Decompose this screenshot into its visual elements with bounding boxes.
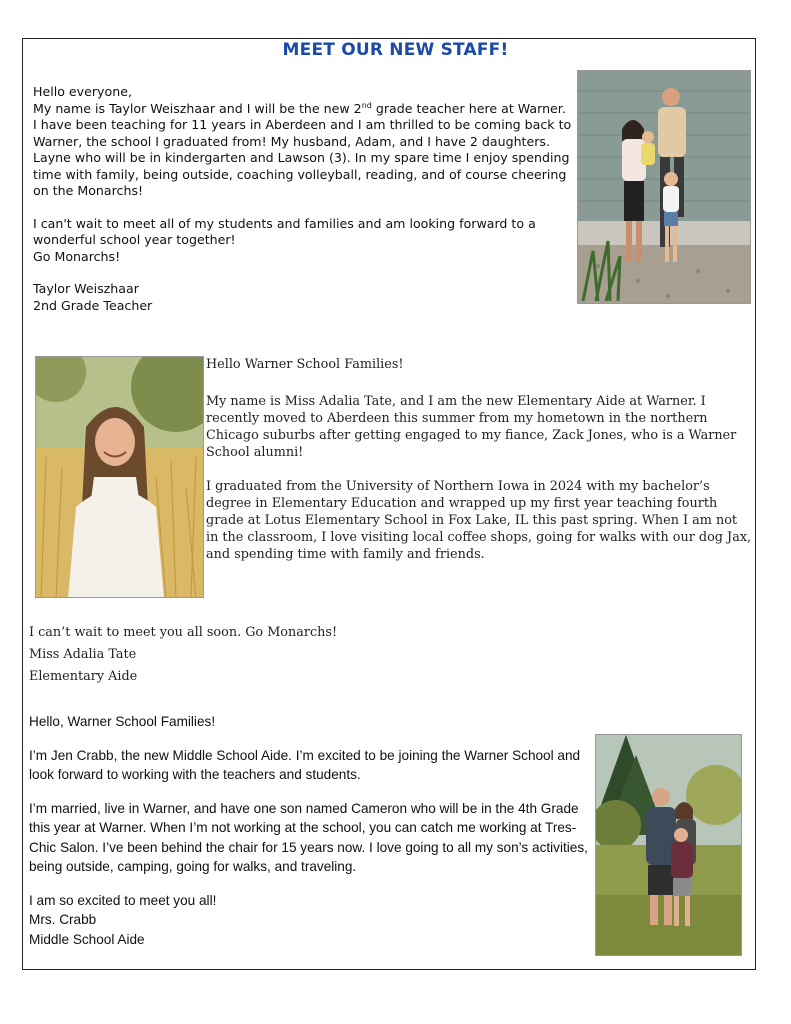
aide-greeting: Hello Warner School Families! (206, 357, 404, 372)
aide-intro-section (206, 356, 752, 563)
intro-paragraph-2: I can't wait to meet all of my students and families and am looking forward to a wonderful school year together! (33, 215, 536, 247)
aide-paragraph-2: I graduated from the University of Northern Iowa in 2024 with my bachelor’s degree in Elementary Education and wrapped up my first year teaching fourth grade at Lotus Elementary School in Fox Lake, IL this past spring. When I am not in the classroom, I love visiting local coffee shops, going for walks with our dog Jax, and spending time with family and friends. (206, 479, 752, 562)
aide-signature-name: Miss Adalia Tate (29, 647, 137, 662)
ms-aide-signature-name: Mrs. Crabb (29, 912, 97, 927)
middle-school-aide-section (29, 712, 589, 949)
aide-paragraph-1: My name is Miss Adalia Tate, and I am the new Elementary Aide at Warner. I recently moved to Aberdeen this summer from my hometown in the northern Chicago suburbs after getting engaged to my fiance, Zack Jones, who is a Warner School alumni! (206, 394, 737, 460)
ms-aide-greeting: Hello, Warner School Families! (29, 714, 216, 729)
teacher-intro-section (33, 84, 573, 314)
ms-aide-paragraph-2: I’m married, live in Warner, and have one son named Cameron who will be in the 4th Grade this year at Warner. When I’m not working at the school, you can catch me working at Tres-Chic Salon. I’ve been behind the chair for 15 years now. I love going to all my son’s activities, being outside, camping, going for walks, and traveling. (29, 800, 588, 874)
intro-greeting: Hello everyone, (33, 84, 132, 99)
intro-signoff: Go Monarchs! (33, 248, 121, 264)
aide-closing (29, 622, 589, 688)
aide-portrait-photo (35, 356, 204, 598)
crabb-family-photo (595, 734, 742, 956)
page-title: MEET OUR NEW STAFF! (282, 40, 509, 60)
signature-role: 2nd Grade Teacher (33, 297, 153, 313)
aide-closing-line: I can’t wait to meet you all soon. Go Monarchs! (29, 625, 338, 640)
family-photo (577, 70, 751, 304)
intro-paragraph: My name is Taylor Weiszhaar and I will be the new 2nd grade teacher here at Warner. I have been teaching for 11 years in Aberdeen and I am thrilled to be coming back to Warner, the school I graduated from! My husband, Adam, and I have 2 daughters. Layne who will be in kindergarten and Lawson (3). In my spare time I enjoy spending time with family, being outside, coaching volleyball, reading, and of course cheering on the Monarchs! (33, 100, 572, 198)
ms-aide-signature-role: Middle School Aide (29, 931, 145, 947)
ms-aide-closing: I am so excited to meet you all! (29, 892, 217, 908)
ms-aide-paragraph-1: I’m Jen Crabb, the new Middle School Aide. I’m excited to be joining the Warner School and look forward to working with the teachers and students. (29, 747, 581, 782)
signature-name: Taylor Weiszhaar (33, 281, 139, 296)
aide-signature-role: Elementary Aide (29, 669, 138, 684)
